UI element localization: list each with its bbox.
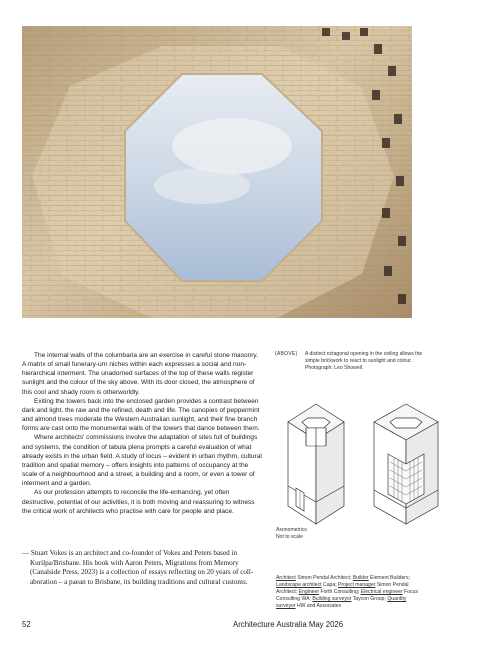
credit-name: Focus Consulting WA; [276, 588, 418, 602]
credit-role: Electrical engineer [360, 588, 403, 595]
credit-name: HW and Associates [296, 602, 342, 609]
body-paragraph: The internal walls of the columbaria are an exercise in careful stone masonry. A matrix of small funerary-urn niches within each expresses a social and non-hierarchical interment. The unadorned surfaces of the top of these walls register sunlight and the colour of the sky above. With its door closed, the atmosphere of this cool and shady room is otherworldly. [22, 352, 259, 396]
caption-tag: (ABOVE) [275, 351, 298, 357]
credit-name: Taycon Group; [352, 595, 386, 602]
credit-role: Project manager [338, 581, 376, 588]
credit-role: Quantity surveyor [276, 595, 407, 609]
page-number: 52 [22, 620, 31, 629]
body-paragraph: Where architects' commissions involve the adaptation of sites full of buildings and systems, the condition of tabula plena prompts a careful evaluation of what already exists in the urban field. A study of locus – evident in urban rhythm, cultural tradition and spatial memory – offers insights into patterns of occupancy at the scale of a neighbourhood and a street, a building and a room, or even a tower of interment and a garden. [22, 434, 262, 488]
drawings-caption-title: Axonometrics [276, 527, 307, 533]
credit-role: Architect [276, 575, 296, 581]
tower-section-drawing [374, 404, 438, 524]
body-paragraph: Exiting the towers back into the enclosed garden provides a contrast between dark and light, the raw and the refined, death and life. The canopies of peppermint and almond trees moderate the Western Australian sunlight, and their fine branch forms are cast onto the monumental walls of the towers that dance between them. [22, 397, 260, 433]
octagonal-skylight-photo [22, 26, 412, 318]
credit-role: Engineer [298, 588, 320, 595]
credit-name: Simon Pendal Architect; [297, 575, 352, 581]
bio-text: — Stuart Vokes is an architect and co-founder of Vokes and Peters based in Kurilpa/Brisbane. His book with Aaron Peters, Migrations from Memory (Canalside Press, 2023) is a collection of essays reflecting on 20 years of coll-aboration – a paean to Brisbane, its building traditions and cultural customs. [22, 549, 254, 586]
credit-name: Forth Consulting; [320, 588, 360, 595]
article-body [22, 351, 262, 516]
author-bio [22, 549, 264, 587]
running-head: Architecture Australia May 2026 [233, 620, 344, 629]
axonometric-drawings [270, 398, 460, 530]
caption-text: A distinct octagonal opening in the ceiling allows the simple brickwork to react to sunlight and colour. Photograph: Leo Showell. [305, 351, 423, 372]
credit-role: Building surveyor [312, 595, 352, 602]
body-paragraph: As our profession attempts to reconcile the life-enhancing, yet often destructive, potential of our activities, it is both moving and reassuring to witness the critical work of architects who practise with care for people and place. [22, 489, 255, 515]
credit-name: Capa; [323, 581, 337, 588]
credit-name: Element Builders; [370, 575, 410, 581]
credit-role: Landscape architect [276, 581, 322, 588]
drawings-caption [276, 527, 356, 540]
tower-exterior-drawing [288, 404, 344, 524]
credit-role: Builder [352, 575, 369, 581]
drawings-caption-scale: Not to scale [276, 533, 303, 540]
project-credits [276, 575, 426, 610]
credit-name: Simon Pendal Architect; [276, 581, 409, 595]
